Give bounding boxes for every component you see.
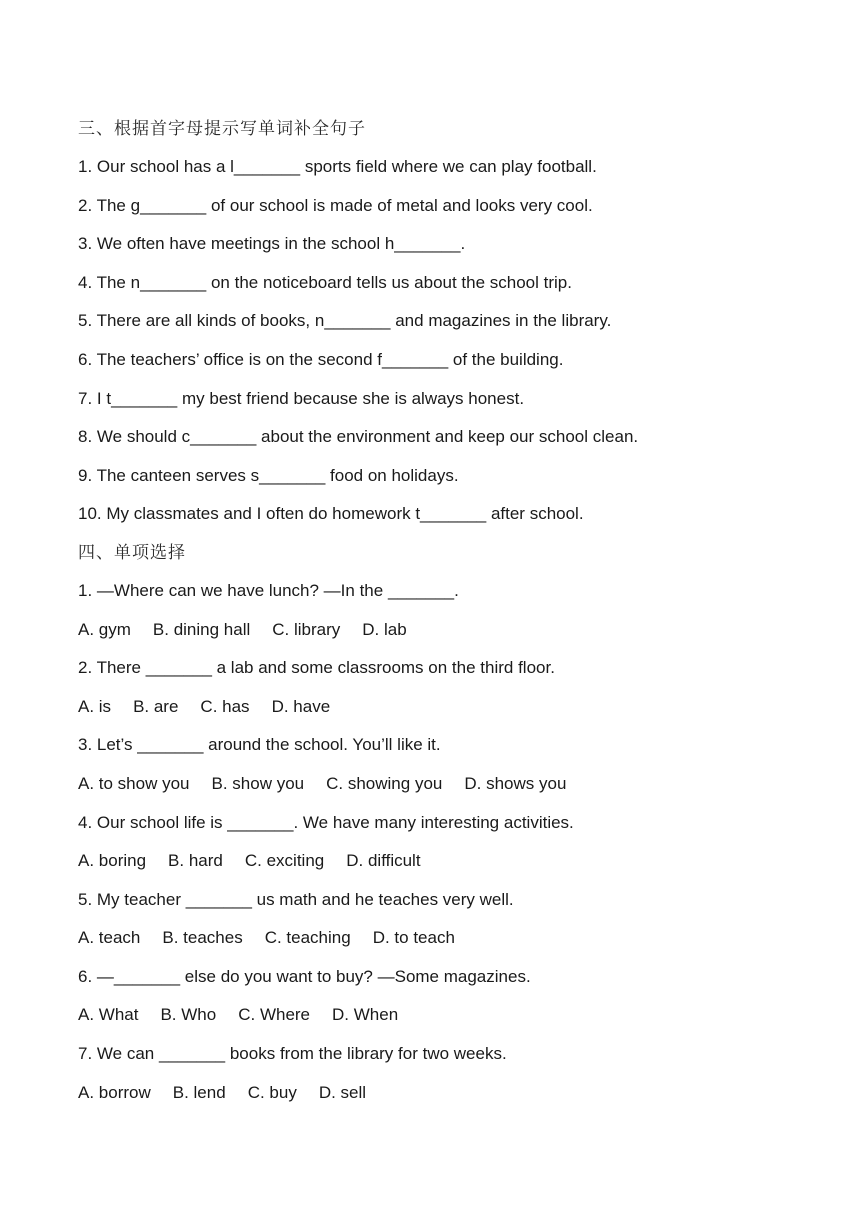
fill-item-4: 4. The n_______ on the noticeboard tells us about the school trip.: [78, 272, 572, 292]
fill-item-2: 2. The g_______ of our school is made of metal and looks very cool.: [78, 195, 593, 215]
option-a: A. to show you: [78, 773, 190, 793]
section-heading-multiple-choice: 四、单项选择: [78, 542, 186, 563]
question-7-options: [78, 1074, 818, 1113]
option-b: B. are: [133, 696, 179, 716]
option-a: A. boring: [78, 851, 147, 871]
worksheet-page: [78, 110, 818, 1112]
option-a: A. What: [78, 1005, 139, 1025]
option-b: B. dining hall: [152, 619, 251, 639]
option-d: D. sell: [318, 1082, 367, 1102]
option-a: A. borrow: [78, 1082, 151, 1102]
option-c: C. has: [200, 696, 250, 716]
question-6: 6. —_______ else do you want to buy? —Some magazines.: [78, 966, 531, 986]
option-c: C. Where: [238, 1005, 311, 1025]
option-c: C. showing you: [326, 773, 443, 793]
multiple-choice-section: [78, 534, 818, 1112]
option-c: C. teaching: [264, 928, 351, 948]
fill-item-3: 3. We often have meetings in the school h_______.: [78, 234, 466, 254]
question-5: 5. My teacher _______ us math and he teaches very well.: [78, 889, 514, 909]
question-7: 7. We can _______ books from the library for two weeks.: [78, 1044, 507, 1064]
option-d: D. difficult: [346, 851, 421, 871]
fill-item-8: 8. We should c_______ about the environment and keep our school clean.: [78, 427, 639, 447]
option-b: B. hard: [168, 851, 223, 871]
question-3-options: [78, 765, 818, 804]
fill-item-5: 5. There are all kinds of books, n_______ and magazines in the library.: [78, 311, 612, 331]
option-d: D. have: [271, 696, 331, 716]
option-d: D. lab: [362, 619, 407, 639]
question-4: 4. Our school life is _______. We have many interesting activities.: [78, 812, 574, 832]
question-1-options: [78, 611, 818, 650]
option-b: B. Who: [160, 1005, 217, 1025]
fill-item-7: 7. I t_______ my best friend because she is always honest.: [78, 388, 525, 408]
option-b: B. show you: [211, 773, 305, 793]
option-a: A. teach: [78, 928, 141, 948]
fill-item-1: 1. Our school has a l_______ sports field where we can play football.: [78, 157, 597, 176]
question-5-options: [78, 919, 818, 958]
question-3: 3. Let’s _______ around the school. You’ll like it.: [78, 735, 441, 755]
fill-item-9: 9. The canteen serves s_______ food on holidays.: [78, 465, 459, 485]
fill-in-section: [78, 110, 818, 534]
option-d: D. to teach: [372, 928, 455, 948]
question-1: 1. —Where can we have lunch? —In the _______.: [78, 580, 459, 600]
option-b: B. teaches: [162, 928, 243, 948]
option-c: C. exciting: [244, 851, 325, 871]
option-a: A. gym: [78, 619, 131, 639]
option-c: C. library: [272, 619, 341, 639]
fill-item-10: 10. My classmates and I often do homework t_______ after school.: [78, 504, 584, 524]
fill-item-6: 6. The teachers’ office is on the second f_______ of the building.: [78, 349, 564, 369]
question-4-options: [78, 842, 818, 881]
question-2: 2. There _______ a lab and some classrooms on the third floor.: [78, 658, 555, 678]
question-2-options: [78, 688, 818, 727]
option-d: D. When: [332, 1005, 399, 1025]
option-b: B. lend: [172, 1082, 226, 1102]
option-d: D. shows you: [464, 773, 567, 793]
section-heading-fill-in: 三、根据首字母提示写单词补全句子: [78, 119, 366, 139]
option-a: A. is: [78, 696, 112, 716]
question-6-options: [78, 996, 818, 1035]
option-c: C. buy: [247, 1082, 297, 1102]
